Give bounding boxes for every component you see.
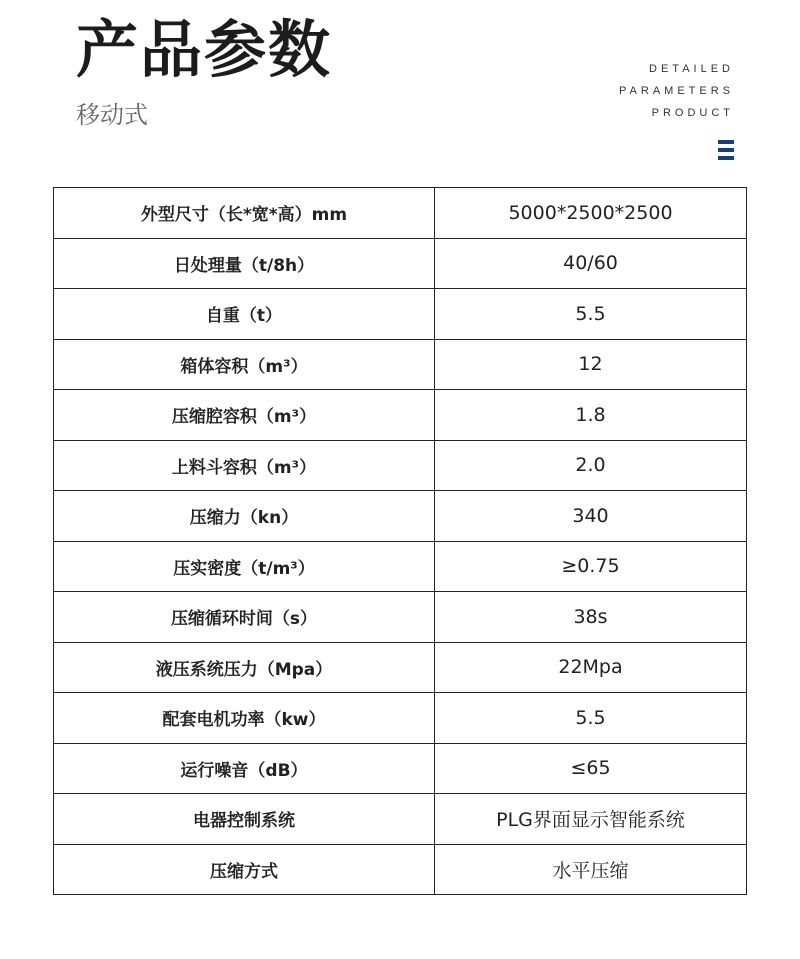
param-label: 配套电机功率（kw） (54, 693, 435, 744)
table-row (54, 844, 747, 895)
english-heading-line-1: DETAILED (649, 63, 734, 75)
param-value: 2.0 (435, 440, 747, 491)
param-label: 箱体容积（m³） (54, 339, 435, 390)
param-value: ≥0.75 (435, 541, 747, 592)
table-row (54, 541, 747, 592)
param-label: 压缩力（kn） (54, 491, 435, 542)
table-row (54, 491, 747, 542)
param-label: 自重（t） (54, 289, 435, 340)
menu-icon-bar (718, 148, 734, 152)
param-label: 压实密度（t/m³） (54, 541, 435, 592)
param-value: 水平压缩 (435, 844, 747, 895)
param-value: 5.5 (435, 289, 747, 340)
table-row (54, 339, 747, 390)
param-label: 压缩循环时间（s） (54, 592, 435, 643)
menu-icon[interactable] (718, 140, 734, 162)
table-row (54, 592, 747, 643)
param-label: 压缩方式 (54, 844, 435, 895)
param-value: 40/60 (435, 238, 747, 289)
menu-icon-bar (718, 140, 734, 144)
param-value: 22Mpa (435, 642, 747, 693)
param-value: ≤65 (435, 743, 747, 794)
table-row (54, 289, 747, 340)
param-label: 运行噪音（dB） (54, 743, 435, 794)
param-value: 1.8 (435, 390, 747, 441)
param-label: 上料斗容积（m³） (54, 440, 435, 491)
table-row (54, 188, 747, 239)
table-row (54, 642, 747, 693)
parameters-table (53, 187, 747, 895)
param-value: PLG界面显示智能系统 (435, 794, 747, 845)
param-label: 液压系统压力（Mpa） (54, 642, 435, 693)
table-row (54, 794, 747, 845)
english-heading-line-3: PRODUCT (651, 107, 734, 119)
table-row (54, 693, 747, 744)
param-value: 38s (435, 592, 747, 643)
table-row (54, 440, 747, 491)
menu-icon-bar (718, 156, 734, 160)
table-row (54, 390, 747, 441)
page-title: 产品参数 (76, 13, 333, 86)
param-value: 340 (435, 491, 747, 542)
param-label: 外型尺寸（长*宽*高）mm (54, 188, 435, 239)
table-row (54, 238, 747, 289)
param-label: 电器控制系统 (54, 794, 435, 845)
english-heading-line-2: PARAMETERS (619, 85, 734, 97)
param-value: 12 (435, 339, 747, 390)
param-label: 日处理量（t/8h） (54, 238, 435, 289)
param-label: 压缩腔容积（m³） (54, 390, 435, 441)
page-subtitle: 移动式 (76, 101, 148, 129)
param-value: 5.5 (435, 693, 747, 744)
table-row (54, 743, 747, 794)
english-heading (619, 58, 734, 124)
param-value: 5000*2500*2500 (435, 188, 747, 239)
